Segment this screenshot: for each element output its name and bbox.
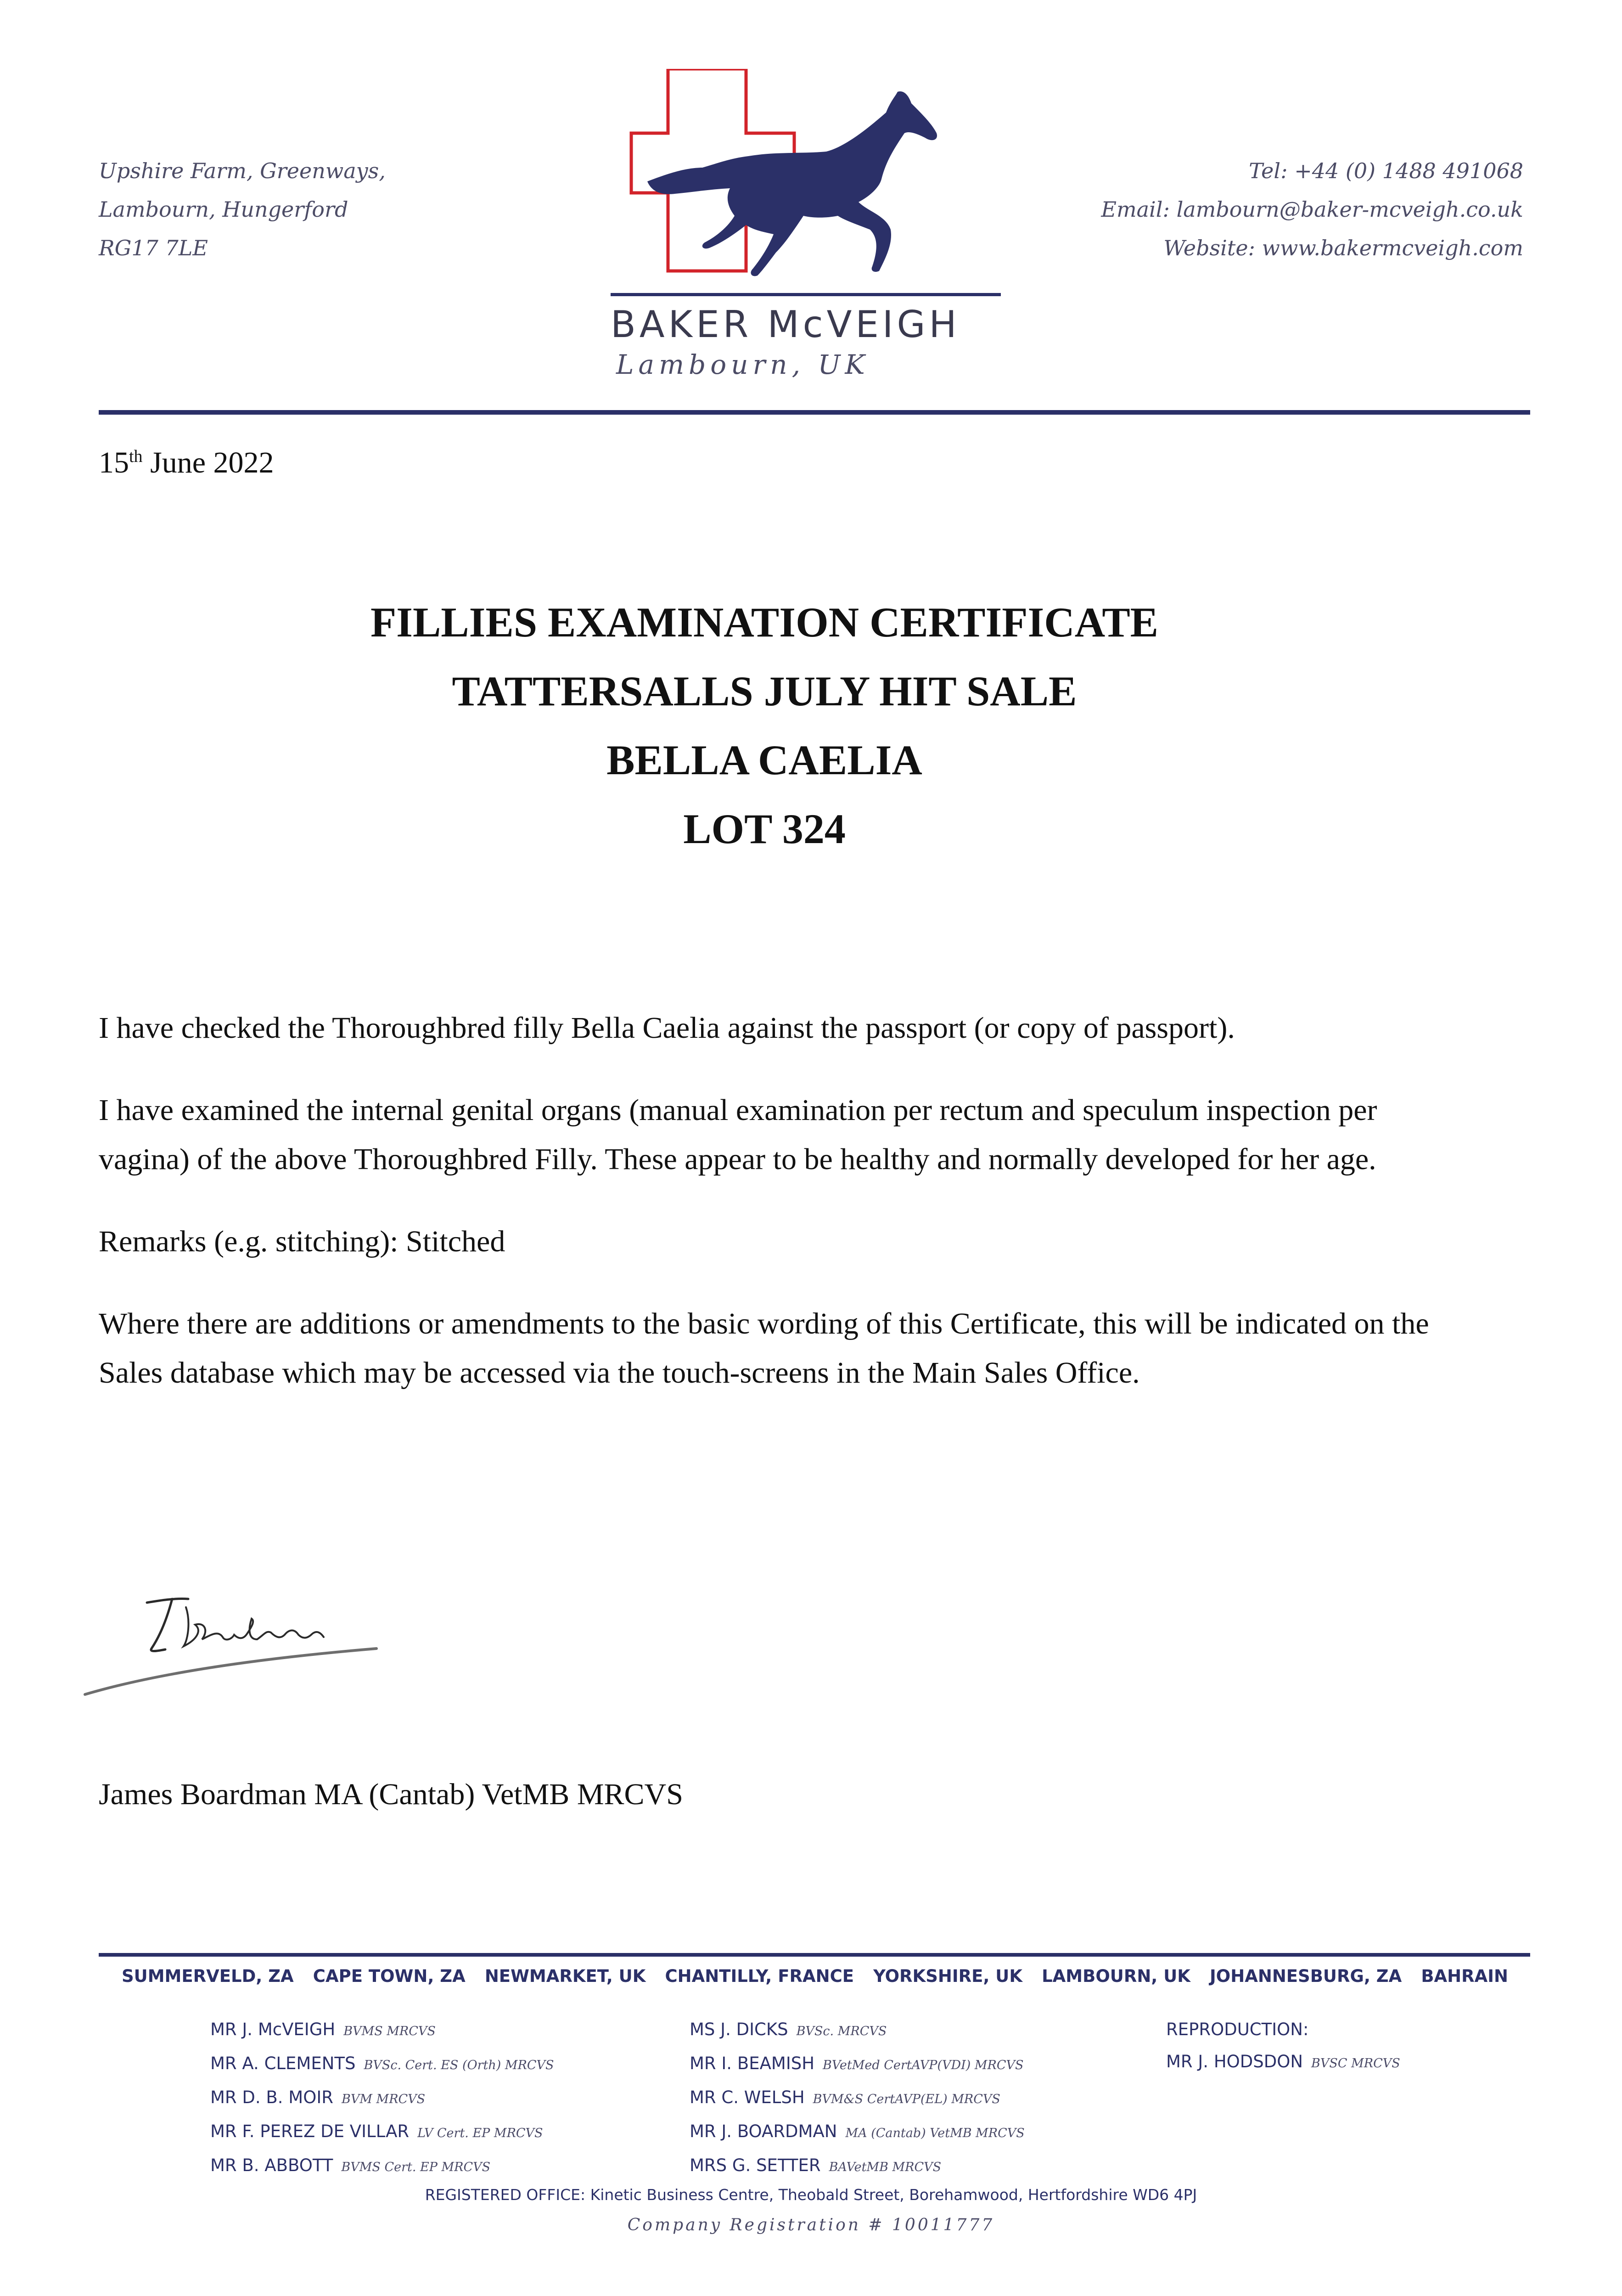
- staff-name: MR J. HODSDON: [1166, 2052, 1303, 2071]
- staff-column-2: [690, 2014, 1025, 2183]
- staff-entry: [210, 2082, 554, 2116]
- footer-divider: [99, 1953, 1530, 1957]
- staff-name: MS J. DICKS: [690, 2020, 788, 2039]
- staff-name: MRS G. SETTER: [690, 2155, 821, 2175]
- address-line: Upshire Farm, Greenways,: [99, 158, 386, 183]
- staff-name: MR I. BEAMISH: [690, 2054, 815, 2073]
- company-logo: [611, 69, 1001, 390]
- brand-name: BAKER McVEIGH: [611, 303, 960, 346]
- signature-icon: [78, 1570, 390, 1713]
- sale-title: TATTERSALLS JULY HIT SALE: [452, 668, 1077, 715]
- office-locations: [122, 1966, 1508, 1986]
- header-divider: [99, 410, 1530, 415]
- date-suffix: th: [129, 447, 143, 466]
- staff-name: MR B. ABBOTT: [210, 2155, 333, 2175]
- staff-entry: [1166, 2046, 1400, 2080]
- body-paragraph: I have examined the internal genital organs (manual examination per rectum and speculum inspection per vagina) of the above Thoroughbred Filly. These appear to be healthy and normally developed for her age.: [99, 1093, 1377, 1176]
- body-paragraph: I have checked the Thoroughbred filly Bella Caelia against the passport (or copy of passport).: [99, 1011, 1235, 1045]
- address-line: Lambourn, Hungerford: [99, 197, 348, 222]
- contact-block: [1101, 152, 1523, 267]
- location-item: SUMMERVELD, ZA: [122, 1966, 294, 1986]
- staff-credentials: BVetMed CertAVP(VDI) MRCVS: [823, 2058, 1024, 2072]
- certificate-titles: [0, 588, 1529, 863]
- horse-cross-logo-icon: [611, 69, 1001, 308]
- address-block: [99, 152, 386, 267]
- location-item: LAMBOURN, UK: [1042, 1966, 1190, 1986]
- phone-line: Tel: +44 (0) 1488 491068: [1249, 158, 1523, 183]
- registered-office: REGISTERED OFFICE: Kinetic Business Centre, Theobald Street, Borehamwood, Hertfordshire WD6 4PJ: [425, 2186, 1197, 2204]
- staff-name: MR J. McVEIGH: [210, 2020, 336, 2039]
- staff-credentials: BVSc. MRCVS: [796, 2024, 887, 2038]
- address-line: RG17 7LE: [99, 236, 208, 260]
- website-line: Website: www.bakermcveigh.com: [1163, 236, 1523, 260]
- staff-entry: [690, 2014, 1025, 2048]
- reproduction-label: REPRODUCTION:: [1166, 2020, 1309, 2039]
- staff-credentials: BVM&S CertAVP(EL) MRCVS: [813, 2092, 1000, 2106]
- brand-location: Lambourn, UK: [616, 349, 870, 380]
- staff-credentials: MA (Cantab) VetMB MRCVS: [845, 2126, 1025, 2140]
- location-item: CAPE TOWN, ZA: [313, 1966, 466, 1986]
- staff-name: MR F. PEREZ DE VILLAR: [210, 2122, 410, 2141]
- staff-credentials: BVMS MRCVS: [343, 2024, 436, 2038]
- date-rest: June 2022: [142, 446, 274, 479]
- letter-date: [99, 445, 274, 480]
- staff-entry: [210, 2014, 554, 2048]
- staff-entry: [690, 2082, 1025, 2116]
- staff-column-3: [1166, 2014, 1400, 2080]
- staff-name: MR J. BOARDMAN: [690, 2122, 837, 2141]
- staff-entry: [690, 2048, 1025, 2082]
- location-item: YORKSHIRE, UK: [873, 1966, 1022, 1986]
- staff-column-1: [210, 2014, 554, 2183]
- location-item: JOHANNESBURG, ZA: [1210, 1966, 1402, 1986]
- company-registration: Company Registration # 10011777: [627, 2216, 995, 2234]
- signer-name: James Boardman MA (Cantab) VetMB MRCVS: [99, 1778, 683, 1811]
- staff-name: MR D. B. MOIR: [210, 2088, 333, 2107]
- staff-entry: [690, 2116, 1025, 2150]
- location-item: NEWMARKET, UK: [484, 1966, 646, 1986]
- staff-entry: [210, 2116, 554, 2150]
- staff-credentials: BVM MRCVS: [341, 2092, 426, 2106]
- date-day: 15: [99, 446, 129, 479]
- email-line: Email: lambourn@baker-mcveigh.co.uk: [1101, 197, 1523, 222]
- lot-number: LOT 324: [683, 805, 846, 852]
- staff-name: MR C. WELSH: [690, 2088, 805, 2107]
- staff-credentials: BVSC MRCVS: [1311, 2056, 1400, 2071]
- location-item: BAHRAIN: [1421, 1966, 1508, 1986]
- staff-entry: [210, 2048, 554, 2082]
- staff-name: MR A. CLEMENTS: [210, 2054, 356, 2073]
- staff-credentials: BVSc. Cert. ES (Orth) MRCVS: [364, 2058, 554, 2072]
- staff-credentials: LV Cert. EP MRCVS: [417, 2126, 543, 2140]
- horse-name: BELLA CAELIA: [606, 737, 922, 783]
- remarks-paragraph: Remarks (e.g. stitching): Stitched: [99, 1225, 505, 1258]
- certificate-title: FILLIES EXAMINATION CERTIFICATE: [370, 599, 1159, 646]
- staff-entry: [690, 2150, 1025, 2183]
- location-item: CHANTILLY, FRANCE: [665, 1966, 854, 1986]
- staff-entry: [210, 2150, 554, 2183]
- body-paragraph: Where there are additions or amendments to the basic wording of this Certificate, this will be indicated on the Sales database which may be accessed via the touch-screens in the Main Sales Office.: [99, 1307, 1429, 1390]
- certificate-body: [99, 1003, 1430, 1430]
- staff-credentials: BVMS Cert. EP MRCVS: [341, 2160, 491, 2174]
- handwritten-signature: [78, 1570, 390, 1713]
- staff-credentials: BAVetMB MRCVS: [829, 2160, 942, 2174]
